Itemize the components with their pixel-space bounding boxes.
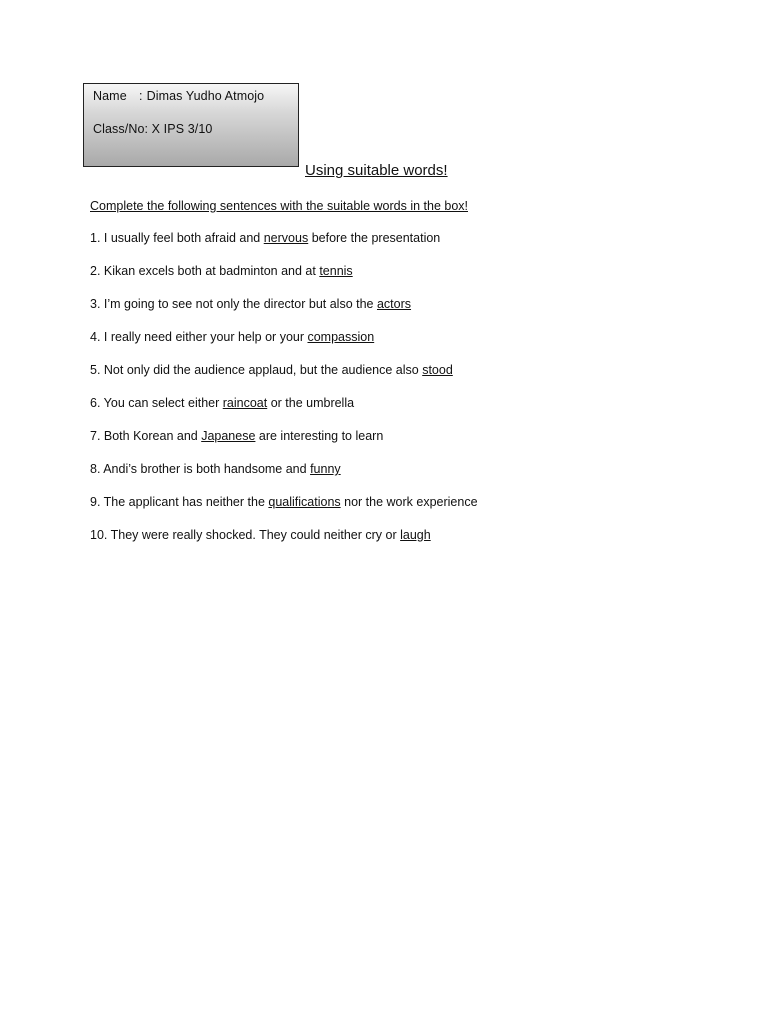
- sentence-before: 7. Both Korean and: [90, 429, 202, 443]
- sentence-item: [90, 296, 710, 329]
- answer-word: compassion: [307, 330, 375, 344]
- class-label: Class/No:: [93, 122, 149, 136]
- sentence-before: 6. You can select either: [90, 396, 223, 410]
- answer-word: laugh: [400, 528, 431, 542]
- worksheet-title: Using suitable words!: [305, 162, 448, 179]
- sentence-item: [90, 527, 710, 560]
- sentence-after: nor the work experience: [340, 495, 478, 509]
- sentence-item: [90, 494, 710, 527]
- sentence-before: 3. I’m going to see not only the director but also the: [90, 297, 377, 311]
- sentence-after: are interesting to learn: [255, 429, 384, 443]
- sentence-list: [90, 230, 710, 560]
- sentence-item: [90, 329, 710, 362]
- sentence-item: [90, 461, 710, 494]
- sentence-before: 8. Andi’s brother is both handsome and: [90, 462, 311, 476]
- student-name-line: [93, 88, 264, 104]
- sentence-item: [90, 362, 710, 395]
- sentence-item: [90, 230, 710, 263]
- student-name: Dimas Yudho Atmojo: [146, 89, 265, 103]
- sentence-before: 5. Not only did the audience applaud, but the audience also: [90, 363, 423, 377]
- student-info-box: [83, 83, 299, 167]
- answer-word: raincoat: [222, 396, 268, 410]
- sentence-after: or the umbrella: [267, 396, 355, 410]
- sentence-item: [90, 428, 710, 461]
- answer-word: funny: [310, 462, 341, 476]
- student-class-line: [93, 121, 212, 137]
- sentence-before: 2. Kikan excels both at badminton and at: [90, 264, 320, 278]
- sentence-item: [90, 395, 710, 428]
- answer-word: actors: [376, 297, 412, 311]
- sentence-after: before the presentation: [308, 231, 441, 245]
- sentence-before: 9. The applicant has neither the: [90, 495, 269, 509]
- name-separator: :: [139, 89, 143, 103]
- sentence-before: 1. I usually feel both afraid and: [90, 231, 264, 245]
- sentence-before: 10. They were really shocked. They could neither cry or: [90, 528, 401, 542]
- answer-word: nervous: [263, 231, 309, 245]
- answer-word: Japanese: [201, 429, 256, 443]
- sentence-item: [90, 263, 710, 296]
- answer-word: qualifications: [268, 495, 341, 509]
- answer-word: stood: [422, 363, 453, 377]
- answer-word: tennis: [319, 264, 353, 278]
- name-label: Name: [93, 89, 127, 103]
- student-class: X IPS 3/10: [151, 122, 213, 136]
- sentence-before: 4. I really need either your help or your: [90, 330, 308, 344]
- instruction-text: Complete the following sentences with the suitable words in the box!: [90, 199, 468, 213]
